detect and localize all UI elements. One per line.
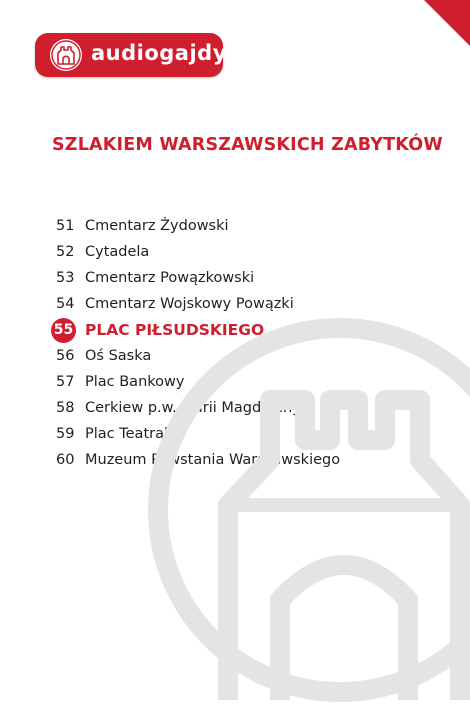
toc-item-number: 52 bbox=[56, 244, 75, 260]
toc-item-number: 57 bbox=[56, 374, 75, 390]
toc-item-title: Muzeum Powstania Warszawskiego bbox=[85, 452, 341, 468]
toc-item-number: 55 bbox=[51, 318, 76, 343]
toc-item-title: Cmentarz Wojskowy Powązki bbox=[85, 296, 294, 312]
corner-ribbon bbox=[424, 0, 470, 46]
toc-item-title: PLAC PIŁSUDSKIEGO bbox=[85, 321, 265, 339]
toc-item-number: 54 bbox=[56, 296, 75, 312]
toc-item-number: 60 bbox=[56, 452, 75, 468]
toc-item-number: 59 bbox=[56, 426, 75, 442]
toc-item-title: Cmentarz Żydowski bbox=[85, 218, 229, 234]
toc-item-title: Plac Bankowy bbox=[85, 374, 185, 390]
toc-item bbox=[0, 213, 470, 239]
brand-logo bbox=[35, 33, 227, 77]
toc-item bbox=[0, 265, 470, 291]
toc-item-number: 53 bbox=[56, 270, 75, 286]
castle-gate-icon bbox=[50, 39, 82, 71]
toc-item-number: 51 bbox=[56, 218, 75, 234]
toc-item bbox=[0, 239, 470, 265]
toc-item-title: Cytadela bbox=[85, 244, 150, 260]
toc-item-title: Plac Teatralny bbox=[85, 426, 186, 442]
toc-item-number: 58 bbox=[56, 400, 75, 416]
toc-item-title: Cerkiew p.w. Marii Magdaleny bbox=[85, 400, 301, 416]
toc-item-title: Cmentarz Powązkowski bbox=[85, 270, 255, 286]
castle-gate-icon bbox=[130, 300, 470, 720]
brand-name: audiogajdy bbox=[91, 41, 227, 65]
toc-item-title: Oś Saska bbox=[85, 348, 152, 364]
toc-item-number: 56 bbox=[56, 348, 75, 364]
series-title: SZLAKIEM WARSZAWSKICH ZABYTKÓW bbox=[52, 135, 443, 155]
